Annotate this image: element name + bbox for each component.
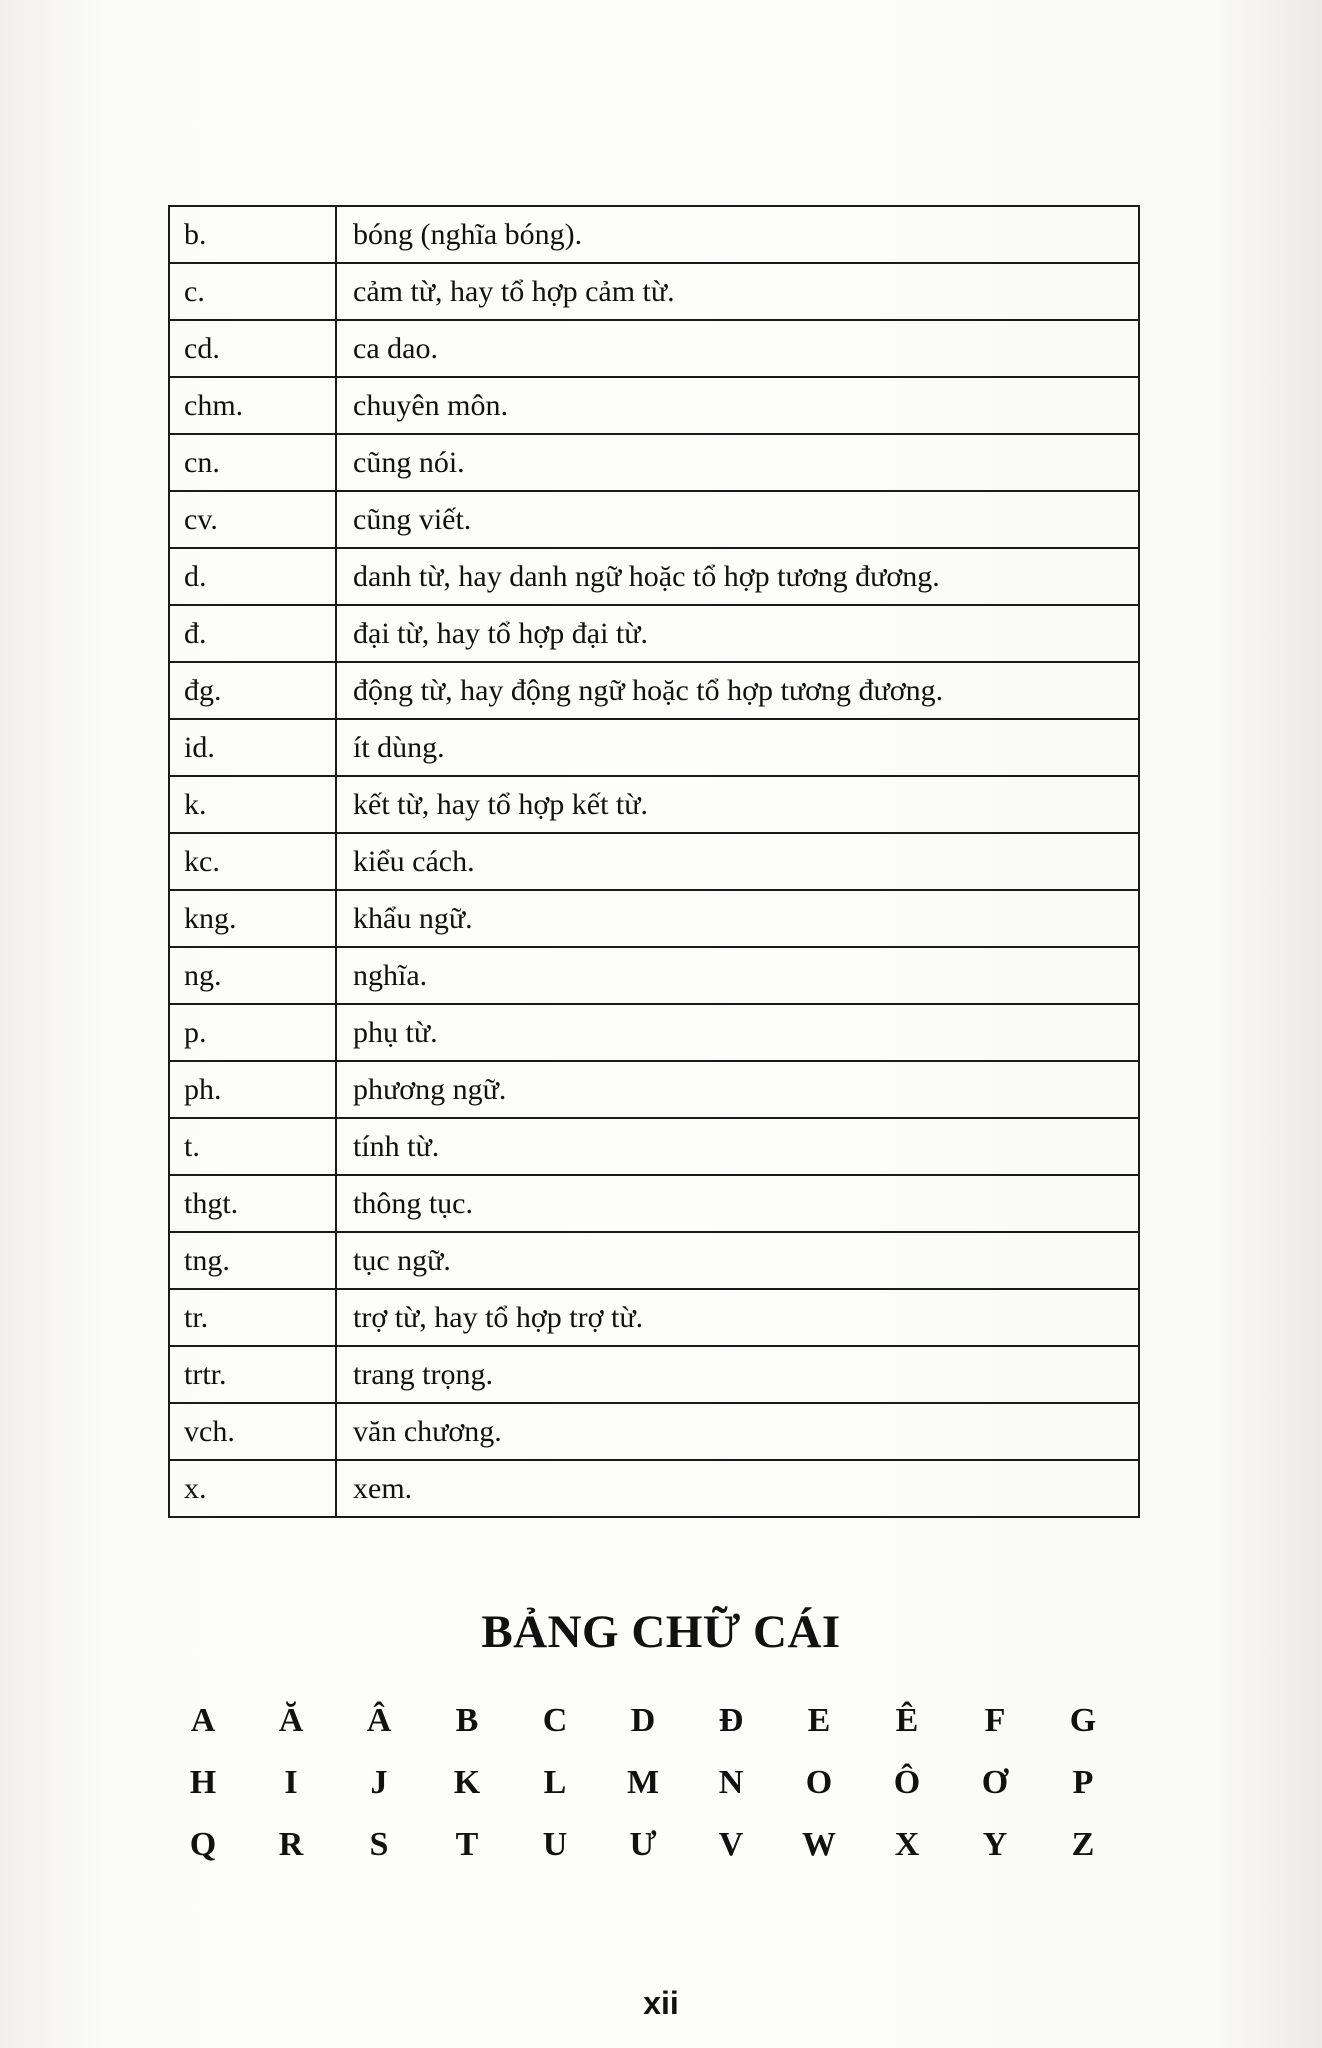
- alphabet-letter: M: [626, 1764, 660, 1801]
- meaning-cell: chuyên môn.: [336, 377, 1139, 434]
- table-row: [169, 776, 1139, 833]
- table-row: [169, 1118, 1139, 1175]
- table-row: [169, 377, 1139, 434]
- table-row: [169, 947, 1139, 1004]
- table-row: [169, 1289, 1139, 1346]
- meaning-cell: trang trọng.: [336, 1346, 1139, 1403]
- table-row: [169, 1232, 1139, 1289]
- table-row: [169, 320, 1139, 377]
- abbreviation-cell: cn.: [169, 434, 336, 491]
- abbreviation-cell: ng.: [169, 947, 336, 1004]
- alphabet-letter: N: [718, 1764, 744, 1801]
- alphabet-letter: S: [369, 1826, 389, 1863]
- alphabet-letter: F: [984, 1702, 1006, 1739]
- meaning-cell: kiểu cách.: [336, 833, 1139, 890]
- alphabet-letter: I: [284, 1764, 298, 1801]
- table-row: [169, 605, 1139, 662]
- alphabet-letter: H: [189, 1764, 217, 1801]
- alphabet-row: [178, 1752, 1108, 1814]
- alphabet-letter: Â: [366, 1702, 392, 1739]
- table-row: [169, 833, 1139, 890]
- meaning-cell: cảm từ, hay tổ hợp cảm từ.: [336, 263, 1139, 320]
- abbreviation-cell: k.: [169, 776, 336, 833]
- abbreviation-cell: trtr.: [169, 1346, 336, 1403]
- table-row: [169, 206, 1139, 263]
- abbreviation-cell: kng.: [169, 890, 336, 947]
- abbreviation-table-body: [169, 206, 1139, 1517]
- abbreviation-cell: p.: [169, 1004, 336, 1061]
- table-row: [169, 1175, 1139, 1232]
- alphabet-row: [178, 1814, 1108, 1876]
- meaning-cell: tính từ.: [336, 1118, 1139, 1175]
- abbreviation-cell: d.: [169, 548, 336, 605]
- alphabet-letter: A: [190, 1702, 216, 1739]
- alphabet-letter: Ă: [278, 1702, 304, 1739]
- meaning-cell: phương ngữ.: [336, 1061, 1139, 1118]
- meaning-cell: ít dùng.: [336, 719, 1139, 776]
- alphabet-letter: T: [455, 1826, 479, 1863]
- abbreviation-cell: b.: [169, 206, 336, 263]
- table-row: [169, 1346, 1139, 1403]
- alphabet-letter: Ê: [895, 1702, 919, 1739]
- alphabet-letter: Ô: [893, 1764, 921, 1801]
- meaning-cell: xem.: [336, 1460, 1139, 1517]
- alphabet-letter: Q: [189, 1826, 217, 1863]
- abbreviation-cell: id.: [169, 719, 336, 776]
- alphabet-letter: Y: [982, 1826, 1008, 1863]
- meaning-cell: văn chương.: [336, 1403, 1139, 1460]
- abbreviation-cell: chm.: [169, 377, 336, 434]
- page-number: xii: [643, 1985, 679, 2021]
- meaning-cell: thông tục.: [336, 1175, 1139, 1232]
- table-row: [169, 890, 1139, 947]
- meaning-cell: cũng nói.: [336, 434, 1139, 491]
- abbreviation-cell: tng.: [169, 1232, 336, 1289]
- alphabet-letter: Đ: [718, 1702, 744, 1739]
- meaning-cell: đại từ, hay tổ hợp đại từ.: [336, 605, 1139, 662]
- alphabet-letter: K: [453, 1764, 481, 1801]
- abbreviation-cell: c.: [169, 263, 336, 320]
- alphabet-letter: L: [543, 1764, 567, 1801]
- meaning-cell: nghĩa.: [336, 947, 1139, 1004]
- meaning-cell: bóng (nghĩa bóng).: [336, 206, 1139, 263]
- meaning-cell: tục ngữ.: [336, 1232, 1139, 1289]
- alphabet-letter: O: [805, 1764, 833, 1801]
- alphabet-letter: V: [718, 1826, 744, 1863]
- meaning-cell: động từ, hay động ngữ hoặc tổ hợp tương đương.: [336, 662, 1139, 719]
- abbreviation-cell: t.: [169, 1118, 336, 1175]
- table-row: [169, 1061, 1139, 1118]
- table-row: [169, 434, 1139, 491]
- alphabet-letter: U: [542, 1826, 568, 1863]
- abbreviation-cell: đg.: [169, 662, 336, 719]
- abbreviation-cell: kc.: [169, 833, 336, 890]
- alphabet-letter: C: [542, 1702, 568, 1739]
- abbreviation-cell: tr.: [169, 1289, 336, 1346]
- alphabet-letter: X: [894, 1826, 920, 1863]
- meaning-cell: khẩu ngữ.: [336, 890, 1139, 947]
- alphabet-letter: B: [455, 1702, 479, 1739]
- alphabet-heading: BẢNG CHỮ CÁI: [481, 1606, 841, 1658]
- abbreviation-cell: cv.: [169, 491, 336, 548]
- table-row: [169, 1403, 1139, 1460]
- alphabet-letter: P: [1072, 1764, 1094, 1801]
- abbreviation-cell: cd.: [169, 320, 336, 377]
- table-row: [169, 1460, 1139, 1517]
- alphabet-letter: D: [630, 1702, 656, 1739]
- abbreviation-cell: thgt.: [169, 1175, 336, 1232]
- meaning-cell: cũng viết.: [336, 491, 1139, 548]
- meaning-cell: kết từ, hay tổ hợp kết từ.: [336, 776, 1139, 833]
- table-row: [169, 491, 1139, 548]
- alphabet-letter: R: [278, 1826, 304, 1863]
- table-row: [169, 719, 1139, 776]
- meaning-cell: phụ từ.: [336, 1004, 1139, 1061]
- abbreviation-cell: vch.: [169, 1403, 336, 1460]
- abbreviation-cell: ph.: [169, 1061, 336, 1118]
- alphabet-letter: G: [1069, 1702, 1097, 1739]
- table-row: [169, 1004, 1139, 1061]
- table-row: [169, 548, 1139, 605]
- meaning-cell: trợ từ, hay tổ hợp trợ từ.: [336, 1289, 1139, 1346]
- alphabet-letter: J: [370, 1764, 388, 1801]
- alphabet-letter: W: [802, 1826, 836, 1863]
- alphabet-letter: Ơ: [981, 1764, 1009, 1801]
- meaning-cell: ca dao.: [336, 320, 1139, 377]
- alphabet-grid: [178, 1690, 1108, 1876]
- abbreviation-cell: x.: [169, 1460, 336, 1517]
- abbreviation-cell: đ.: [169, 605, 336, 662]
- abbreviation-table: [168, 205, 1140, 1518]
- table-row: [169, 263, 1139, 320]
- alphabet-letter: E: [807, 1702, 831, 1739]
- alphabet-row: [178, 1690, 1108, 1752]
- meaning-cell: danh từ, hay danh ngữ hoặc tổ hợp tương đương.: [336, 548, 1139, 605]
- alphabet-letter: Ư: [629, 1826, 657, 1863]
- alphabet-letter: Z: [1071, 1826, 1095, 1863]
- table-row: [169, 662, 1139, 719]
